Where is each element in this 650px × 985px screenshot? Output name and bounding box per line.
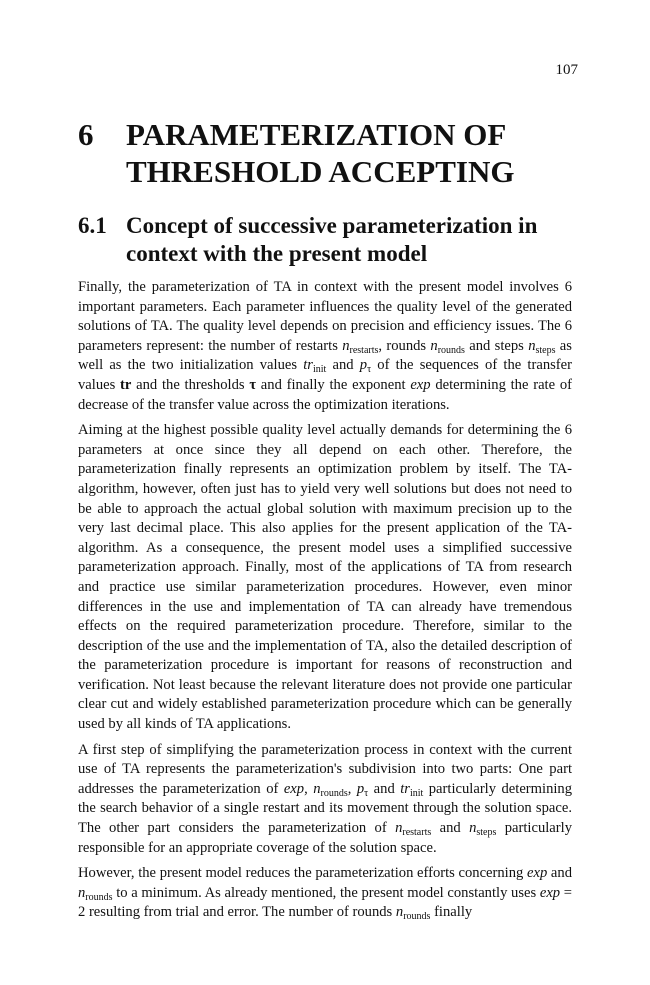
section-number: 6.1: [78, 213, 107, 238]
chapter-title: PARAMETERIZATION OF THRESHOLD ACCEPTING: [126, 117, 515, 189]
paragraph: Finally, the parameterization of TA in context with the present model involves 6 important parameters. Each parameter influences the quality level of the generated solutions of TA. The quality level depends on precision and efficiency issues. The 6 parameters represent: the number of restarts $n_{restarts}$, rounds $n_{rounds}$ and steps $n_{steps}$ as well as the two initialization values $tr_{init}$ and $p_\tau$ of the sequences of the transfer values tr and the thresholds τ and finally the exponent exp determining the rate of decrease of the transfer value across the optimization iterations.: [78, 279, 572, 413]
chapter-heading: [78, 116, 578, 190]
chapter-number: 6: [78, 117, 94, 152]
paragraph: Aiming at the highest possible quality level actually demands for determining the 6 parameters at once since they all depend on each other. Therefore, the parameterization finally represents an optimization problem by itself. The TA-algorithm, however, often just has to yield very well solutions but does not need to be able to approach the actual global solution with maximum precision up to the very last decimal place. This also applies for the present application of the TA-algorithm. As a consequence, the present model uses a simplified successive parameterization approach. Finally, most of the applications of TA from research and practice use similar parameterization procedures. However, even minor differences in the use and implementation of TA can already have tremendous effects on the required parameterization procedure. Therefore, similar to the description of the use and the implementation of TA, also the detailed description of the parameterization procedure is important for reasons of reconstruction and verification. Not least because the relevant literature does not provide one particular clear cut and widely established parameterization procedure which can be generally used by all kinds of TA applications.: [78, 422, 572, 733]
paragraph: However, the present model reduces the parameterization efforts concerning exp and $n_{rounds}$ to a minimum. As already mentioned, the present model constantly uses exp = 2 resulting from trial and error. The number of rounds $n_{rounds}$ finally: [78, 865, 572, 923]
section-heading: [78, 212, 578, 268]
paragraph: A first step of simplifying the parameterization process in context with the current use of TA represents the parameterization's subdivision into two parts: One part addresses the parameterization of exp, $n_{rounds}$, $p_\tau$ and $tr_{init}$ particularly determining the search behavior of a single restart and its movement through the solution space. The other part considers the parameterization of $n_{restarts}$ and $n_{steps}$ particularly responsible for an appropriate coverage of the solution space.: [78, 741, 573, 856]
section-title: Concept of successive parameterization in context with the present model: [126, 213, 538, 266]
body-text: [78, 278, 572, 929]
page-number: 107: [555, 62, 578, 78]
